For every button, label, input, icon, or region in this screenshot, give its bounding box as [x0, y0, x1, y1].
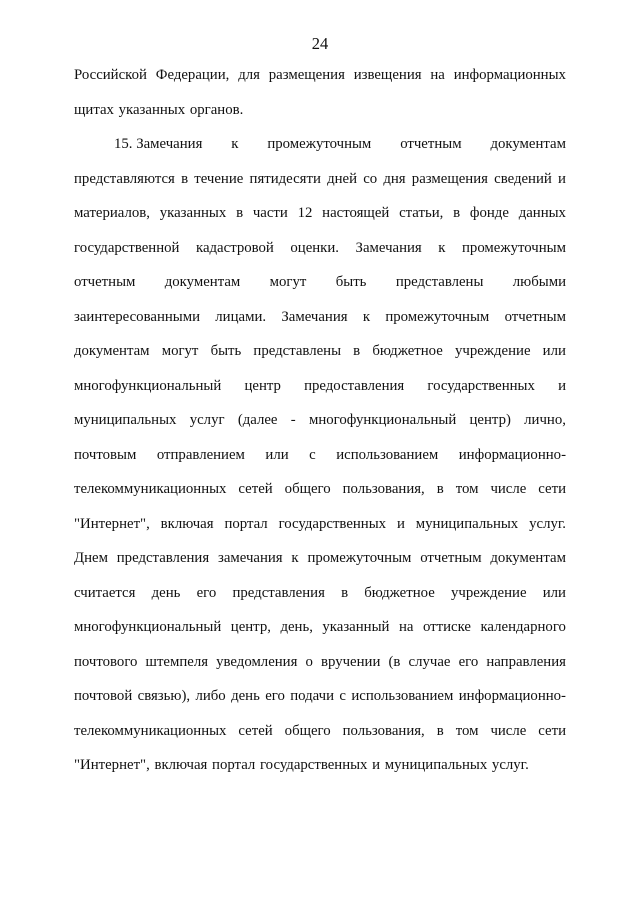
- word: документам: [490, 550, 566, 566]
- word: могут: [269, 274, 307, 290]
- word: общего: [284, 722, 331, 739]
- word: центр: [244, 377, 281, 394]
- word: сети: [538, 722, 566, 739]
- text-line: [74, 583, 566, 618]
- word: пользования,: [342, 722, 425, 739]
- word: предоставления: [304, 377, 405, 394]
- word: центр): [469, 412, 511, 428]
- text-line: [74, 721, 566, 756]
- word: почтовой: [74, 688, 133, 704]
- text-line: [74, 238, 566, 273]
- word: к: [362, 308, 371, 325]
- word: представляются: [74, 170, 175, 187]
- word: и: [396, 515, 405, 532]
- text-line: [74, 169, 566, 204]
- text-line: [74, 376, 566, 411]
- text-line: [74, 307, 566, 342]
- word: или: [265, 446, 289, 463]
- word: отчетным: [420, 550, 482, 566]
- word: в: [453, 205, 461, 221]
- word: случае: [408, 653, 451, 670]
- word: числе: [490, 722, 527, 739]
- word: части: [252, 205, 288, 221]
- word: промежуточным: [267, 136, 372, 152]
- word: любыми: [512, 274, 566, 290]
- word: пользования,: [342, 481, 425, 497]
- word: отчетным: [504, 308, 566, 325]
- word: представления: [116, 550, 210, 566]
- text-line: [74, 548, 566, 583]
- word: телекоммуникационных: [74, 722, 227, 739]
- word: 15. Замечания: [114, 136, 203, 152]
- word: к: [231, 136, 239, 152]
- word: муниципальных: [415, 515, 519, 532]
- word: указанный: [322, 619, 390, 635]
- word: в: [236, 205, 244, 221]
- word: Замечания: [355, 239, 422, 256]
- word: учреждение: [450, 584, 527, 601]
- word: государственных: [278, 515, 387, 532]
- word: бюджетное: [372, 343, 443, 359]
- word: сетей: [238, 722, 273, 739]
- word: направления: [486, 653, 566, 670]
- word: кадастровой: [196, 239, 274, 256]
- word: материалов,: [74, 205, 150, 221]
- text-line: [74, 272, 566, 307]
- text-line: [74, 445, 566, 480]
- word: сети: [538, 481, 566, 497]
- paragraph-item-15: [74, 134, 566, 790]
- word: быть: [335, 274, 367, 290]
- word: документам: [74, 343, 150, 359]
- word: размещения: [411, 170, 488, 187]
- word: быть: [210, 343, 242, 359]
- word: для: [238, 67, 260, 83]
- word: течение: [194, 170, 244, 187]
- word: документам: [490, 136, 566, 152]
- word: информационно-: [458, 688, 566, 704]
- text-line: [74, 100, 566, 135]
- word: оттиске: [422, 619, 471, 635]
- word: дней: [327, 170, 357, 187]
- word: и: [558, 170, 566, 187]
- text-line: [74, 65, 566, 100]
- word: связью),: [137, 688, 191, 704]
- word: информационных: [453, 67, 566, 83]
- word: считается: [74, 584, 136, 601]
- word: Днем: [74, 550, 108, 566]
- word: лицами.: [215, 308, 267, 325]
- word: представления: [232, 584, 325, 601]
- word: учреждение: [454, 343, 531, 359]
- word: телекоммуникационных: [74, 481, 227, 497]
- word: многофункциональный: [74, 619, 222, 635]
- word: (в: [388, 653, 401, 670]
- word: использованием: [336, 446, 439, 463]
- word: 12: [297, 205, 313, 221]
- word: с: [309, 446, 316, 463]
- word: и: [558, 377, 566, 394]
- word: или: [542, 584, 566, 601]
- word: или: [542, 343, 566, 359]
- word: день,: [280, 619, 313, 635]
- word: извещения: [353, 67, 422, 83]
- text-line: [74, 479, 566, 514]
- text-line: [74, 755, 566, 790]
- text-line: [74, 652, 566, 687]
- word: лично,: [524, 412, 566, 428]
- word: (далее: [237, 412, 278, 428]
- word: в: [436, 481, 444, 497]
- word: статьи,: [399, 205, 444, 221]
- word: Российской: [74, 67, 147, 83]
- word: в: [181, 170, 189, 187]
- word: фонде: [469, 205, 509, 221]
- word: пятидесяти: [249, 170, 321, 187]
- word: щитах указанных органов.: [74, 101, 244, 118]
- word: "Интернет", включая портал государственных и муниципальных услуг.: [74, 757, 529, 773]
- word: указанных: [159, 205, 227, 221]
- word: многофункциональный: [308, 412, 457, 428]
- word: включая: [160, 515, 214, 532]
- word: к: [438, 239, 446, 256]
- word: замечания: [217, 550, 283, 566]
- word: сетей: [238, 481, 273, 497]
- word: почтового: [74, 653, 138, 670]
- word: день: [231, 688, 260, 704]
- word: том: [455, 481, 479, 497]
- word: информационно-: [458, 446, 566, 463]
- word: в: [341, 584, 349, 601]
- text-line: [74, 514, 566, 549]
- word: оценки.: [290, 239, 339, 256]
- word: день: [151, 584, 181, 601]
- word: подачи: [290, 688, 335, 704]
- text-line: [74, 134, 566, 169]
- page-number: 24: [311, 34, 329, 53]
- word: о: [305, 653, 313, 670]
- word: настоящей: [322, 205, 390, 221]
- word: вручении: [321, 653, 381, 670]
- text-line: [74, 410, 566, 445]
- word: почтовым: [74, 446, 137, 463]
- word: его: [458, 653, 479, 670]
- text-line: [74, 617, 566, 652]
- word: сведений: [494, 170, 552, 187]
- word: к: [291, 550, 299, 566]
- word: отправлением: [156, 446, 245, 463]
- text-line: [74, 203, 566, 238]
- word: данных: [518, 205, 566, 221]
- word: его: [196, 584, 217, 601]
- word: "Интернет",: [74, 515, 150, 532]
- word: общего: [284, 481, 331, 497]
- word: муниципальных: [74, 412, 177, 428]
- word: государственной: [74, 239, 180, 256]
- word: услуг: [189, 412, 225, 428]
- word: промежуточным: [462, 239, 566, 256]
- word: промежуточным: [307, 550, 412, 566]
- word: штемпеля: [145, 653, 209, 670]
- word: на: [398, 619, 414, 635]
- word: портал: [224, 515, 268, 532]
- word: представлены: [253, 343, 342, 359]
- word: на: [430, 67, 445, 83]
- word: представлены: [395, 274, 484, 290]
- word: промежуточным: [385, 308, 490, 325]
- word: услуг.: [529, 515, 566, 532]
- word: Федерации,: [155, 67, 230, 83]
- text-line: [74, 341, 566, 376]
- word: с: [339, 688, 346, 704]
- word: уведомления: [216, 653, 298, 670]
- word: числе: [490, 481, 527, 497]
- word: заинтересованными: [74, 308, 201, 325]
- word: дня: [383, 170, 406, 187]
- word: центр,: [230, 619, 271, 635]
- word: со: [363, 170, 378, 187]
- document-body: [74, 65, 566, 790]
- word: -: [290, 412, 296, 428]
- paragraph-continuation: [74, 65, 566, 134]
- word: в: [353, 343, 361, 359]
- text-line: [74, 686, 566, 721]
- word: использованием: [351, 688, 454, 704]
- word: могут: [161, 343, 199, 359]
- word: в: [436, 722, 444, 739]
- word: многофункциональный: [74, 377, 222, 394]
- word: государственных: [427, 377, 535, 394]
- word: либо: [195, 688, 226, 704]
- word: том: [455, 722, 479, 739]
- word: Замечания: [281, 308, 348, 325]
- word: размещения: [268, 67, 345, 83]
- word: отчетным: [400, 136, 462, 152]
- word: документам: [164, 274, 241, 290]
- word: календарного: [480, 619, 566, 635]
- word: бюджетное: [364, 584, 435, 601]
- word: его: [265, 688, 285, 704]
- word: отчетным: [74, 274, 136, 290]
